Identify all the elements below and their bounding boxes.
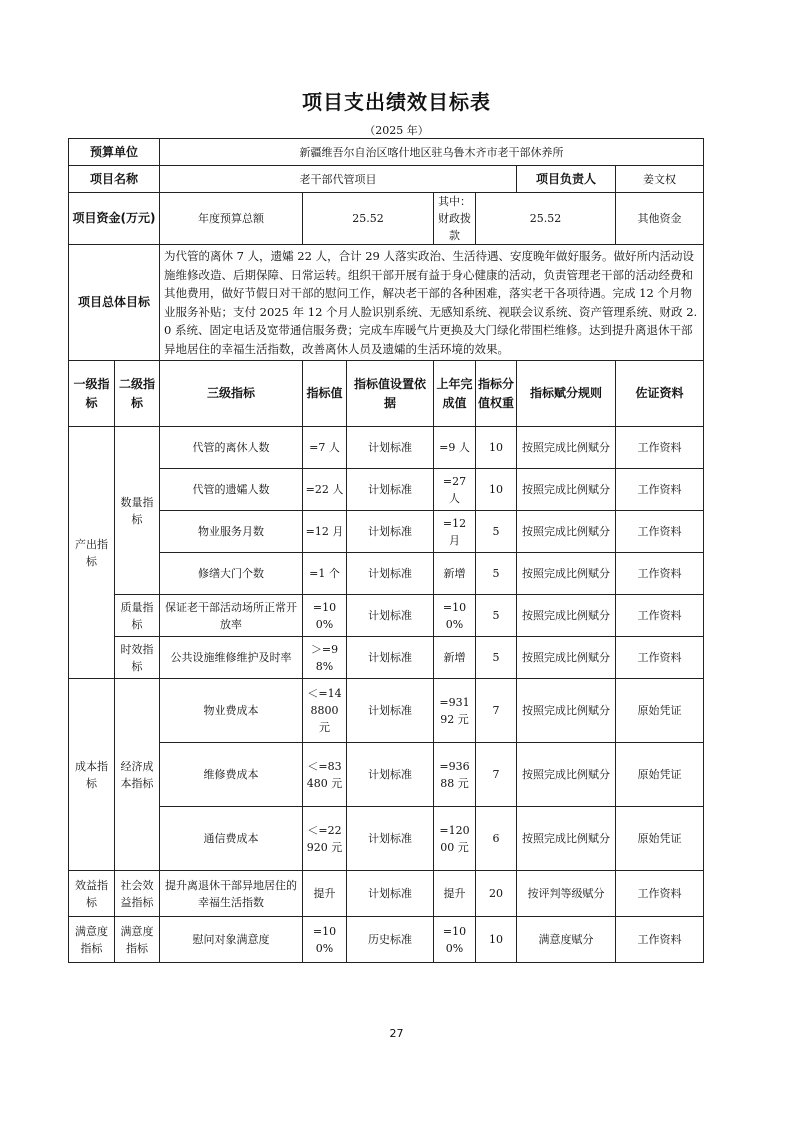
table-row [69,511,704,553]
indicator-last: 新增 [434,637,476,679]
table-row [69,427,704,469]
indicator-weight: 10 [476,469,517,511]
indicator-weight: 6 [476,807,517,871]
indicator-basis: 历史标准 [347,917,434,963]
indicator-weight: 5 [476,595,517,637]
indicator-last: =12 月 [434,511,476,553]
indicator-weight: 7 [476,679,517,743]
indicator-basis: 计划标准 [347,743,434,807]
indicator-weight: 5 [476,511,517,553]
project-name-label: 项目名称 [69,166,160,193]
indicator-basis: 计划标准 [347,679,434,743]
indicator-name: 保证老干部活动场所正常开放率 [160,595,303,637]
indicator-evidence: 原始凭证 [616,679,704,743]
indicator-last: =93688 元 [434,743,476,807]
year-label: （2025 年） [364,124,429,137]
indicator-value: ＞=98% [303,637,347,679]
indicator-evidence: 原始凭证 [616,743,704,807]
leader-label: 项目负责人 [517,166,616,193]
column-header: 三级指标 [160,361,303,427]
indicator-basis: 计划标准 [347,427,434,469]
table-row [69,917,704,963]
goal-text: 为代管的离休 7 人，遗孀 22 人，合计 29 人落实政治、生活待遇、安度晚年做好服务。做好所内活动设施维修改造、后期保障、日常运转。组织干部开展有益于身心健康的活动，负责管理老干部的活动经费和其他费用，做好节假日对干部的慰问工作，解决老干部的各种困难，落实老干各项待遇。完成 12 个月物业服务补贴；支付 2025 年 12 个月人脸识别系统、无感知系统、视联会议系统、资产管理系统、财政 2.0 系统、固定电话及宽带通信服务费；完成车库暖气片更换及大门绿化带围栏维修。达到提升离退休干部异地居住的幸福生活指数，改善离休人员及遗孀的生活环境的效果。 [160,245,704,361]
indicator-value: ＜=83480 元 [303,743,347,807]
indicator-name: 代管的离休人数 [160,427,303,469]
indicator-last: =27 人 [434,469,476,511]
indicator-last: =100% [434,595,476,637]
indicator-name: 物业费成本 [160,679,303,743]
indicator-name: 修缮大门个数 [160,553,303,595]
column-header: 一级指标 [69,361,115,427]
unit-value: 新疆维吾尔自治区喀什地区驻乌鲁木齐市老干部休养所 [160,139,704,166]
table-row [69,743,704,807]
goal-label: 项目总体目标 [69,245,160,361]
leader-value: 姜文权 [616,166,704,193]
indicator-rule: 按照完成比例赋分 [517,469,616,511]
annual-budget-label: 年度预算总额 [160,193,303,245]
indicator-evidence: 工作资料 [616,871,704,917]
indicator-rule: 按照完成比例赋分 [517,743,616,807]
indicator-basis: 计划标准 [347,469,434,511]
indicator-name: 提升离退休干部异地居住的幸福生活指数 [160,871,303,917]
indicator-name: 慰问对象满意度 [160,917,303,963]
indicator-rule: 按照完成比例赋分 [517,637,616,679]
indicator-evidence: 工作资料 [616,595,704,637]
table-row [69,595,704,637]
indicator-last: 新增 [434,553,476,595]
indicator-rule: 按评判等级赋分 [517,871,616,917]
table-row [69,807,704,871]
indicator-group: 效益指标 [69,871,115,917]
indicator-value: =100% [303,595,347,637]
indicator-value: =100% [303,917,347,963]
indicator-rule: 按照完成比例赋分 [517,679,616,743]
indicator-rule: 按照完成比例赋分 [517,553,616,595]
indicator-name: 维修费成本 [160,743,303,807]
indicator-basis: 计划标准 [347,553,434,595]
indicator-weight: 10 [476,427,517,469]
indicator-rule: 按照完成比例赋分 [517,511,616,553]
fiscal-label: 其中：财政拨款 [434,193,476,245]
table-row [69,637,704,679]
column-header: 指标值 [303,361,347,427]
column-header: 上年完成值 [434,361,476,427]
indicator-basis: 计划标准 [347,595,434,637]
indicator-last: =100% [434,917,476,963]
performance-target-table [68,138,704,963]
project-name-value: 老干部代管项目 [160,166,517,193]
indicator-value: ＜=22920 元 [303,807,347,871]
indicator-weight: 5 [476,553,517,595]
column-header: 佐证资料 [616,361,704,427]
indicator-last: =12000 元 [434,807,476,871]
indicator-group: 数量指标 [115,427,160,595]
indicator-value: =22 人 [303,469,347,511]
other-label: 其他资金 [616,193,704,245]
column-header: 指标值设置依据 [347,361,434,427]
indicator-weight: 10 [476,917,517,963]
fund-label: 项目资金(万元) [69,193,160,245]
indicator-group: 满意度指标 [115,917,160,963]
indicator-evidence: 工作资料 [616,427,704,469]
indicator-rule: 按照完成比例赋分 [517,595,616,637]
indicator-last: =93192 元 [434,679,476,743]
indicator-weight: 20 [476,871,517,917]
indicator-value: =1 个 [303,553,347,595]
indicator-evidence: 工作资料 [616,637,704,679]
fiscal-value: 25.52 [476,193,616,245]
unit-label: 预算单位 [69,139,160,166]
indicator-group: 经济成本指标 [115,679,160,871]
indicator-value: 提升 [303,871,347,917]
indicator-weight: 5 [476,637,517,679]
column-header: 指标分值权重 [476,361,517,427]
indicator-evidence: 工作资料 [616,511,704,553]
indicator-basis: 计划标准 [347,871,434,917]
indicator-name: 公共设施维修维护及时率 [160,637,303,679]
indicator-group: 时效指标 [115,637,160,679]
indicator-evidence: 工作资料 [616,553,704,595]
table-row [69,469,704,511]
indicator-name: 物业服务月数 [160,511,303,553]
table-row [69,871,704,917]
table-row [69,679,704,743]
indicator-group: 质量指标 [115,595,160,637]
indicator-rule: 按照完成比例赋分 [517,427,616,469]
indicator-value: =7 人 [303,427,347,469]
indicator-basis: 计划标准 [347,637,434,679]
indicator-value: =12 月 [303,511,347,553]
indicator-rule: 满意度赋分 [517,917,616,963]
indicator-group: 产出指标 [69,427,115,679]
indicator-evidence: 原始凭证 [616,807,704,871]
indicator-basis: 计划标准 [347,807,434,871]
indicator-group: 社会效益指标 [115,871,160,917]
indicator-group: 成本指标 [69,679,115,871]
page-title: 项目支出绩效目标表 [302,90,491,114]
indicator-group: 满意度指标 [69,917,115,963]
page-number: 27 [389,1027,404,1040]
indicator-value: ＜=148800 元 [303,679,347,743]
indicator-evidence: 工作资料 [616,917,704,963]
indicator-rule: 按照完成比例赋分 [517,807,616,871]
column-header: 指标赋分规则 [517,361,616,427]
annual-budget-value: 25.52 [303,193,434,245]
indicator-weight: 7 [476,743,517,807]
indicator-name: 通信费成本 [160,807,303,871]
indicator-name: 代管的遗孀人数 [160,469,303,511]
indicator-basis: 计划标准 [347,511,434,553]
indicator-evidence: 工作资料 [616,469,704,511]
indicator-last: 提升 [434,871,476,917]
table-row [69,553,704,595]
column-header: 二级指标 [115,361,160,427]
indicator-last: =9 人 [434,427,476,469]
